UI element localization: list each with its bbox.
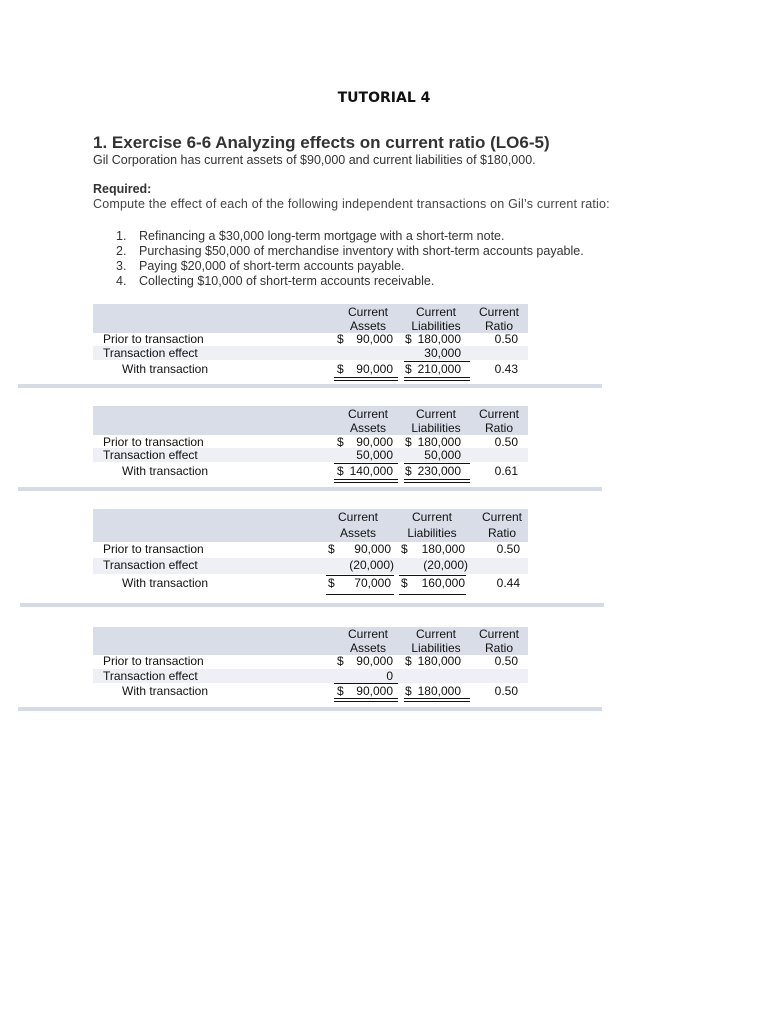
liabilities-value: 160,000	[421, 576, 465, 590]
page-title: TUTORIAL 4	[337, 90, 431, 106]
list-item-number: 2.	[116, 244, 127, 258]
assets-dollar: $	[328, 542, 335, 556]
liabilities-value: 230,000	[417, 464, 461, 478]
row-label-with: With transaction	[122, 684, 209, 698]
total-rule	[334, 698, 398, 702]
row-label-prior: Prior to transaction	[103, 542, 204, 556]
assets-value: (20,000)	[349, 558, 394, 572]
ratio-header: Current Ratio	[478, 305, 519, 333]
total-rule	[399, 594, 466, 595]
liabilities-header: Current Liabilities	[411, 305, 461, 333]
liabilities-value: (20,000)	[423, 558, 468, 572]
table-separator	[18, 384, 602, 388]
liabilities-dollar: $	[405, 654, 412, 668]
liabilities-dollar: $	[401, 542, 408, 556]
assets-header: Current Assets	[347, 407, 388, 435]
assets-value: 70,000	[354, 576, 391, 590]
liabilities-value: 180,000	[421, 542, 465, 556]
liabilities-dollar: $	[401, 576, 408, 590]
liabilities-value: 180,000	[417, 435, 461, 449]
assets-dollar: $	[328, 576, 335, 590]
list-item-text: Refinancing a $30,000 long-term mortgage with a short-term note.	[139, 229, 505, 243]
table-separator	[20, 603, 604, 607]
row-label-with: With transaction	[122, 362, 209, 376]
required-text: Compute the effect of each of the following independent transactions on Gil’s current ratio:	[93, 197, 610, 211]
ratio-value: 0.43	[494, 362, 518, 376]
liabilities-dollar: $	[405, 362, 412, 376]
list-item-number: 1.	[116, 229, 127, 243]
total-rule	[334, 377, 398, 381]
required-label: Required:	[93, 182, 152, 196]
assets-header: Current Assets	[337, 510, 378, 540]
liabilities-header: Current Liabilities	[407, 510, 457, 540]
liabilities-value: 180,000	[417, 684, 461, 698]
exercise-intro: Gil Corporation has current assets of $90,000 and current liabilities of $180,000.	[93, 153, 536, 167]
list-item	[116, 229, 584, 244]
list-item-text: Paying $20,000 of short-term accounts payable.	[139, 259, 405, 273]
assets-value: 90,000	[356, 332, 393, 346]
assets-header: Current Assets	[347, 627, 388, 655]
list-item-text: Purchasing $50,000 of merchandise inventory with short-term accounts payable.	[139, 244, 584, 258]
assets-value: 90,000	[356, 654, 393, 668]
list-item	[116, 274, 584, 289]
list-item-number: 4.	[116, 274, 127, 288]
total-rule	[404, 698, 470, 702]
row-label-prior: Prior to transaction	[103, 332, 204, 346]
total-rule	[404, 479, 470, 483]
list-item	[116, 244, 584, 259]
row-label-prior: Prior to transaction	[103, 654, 204, 668]
assets-dollar: $	[337, 362, 344, 376]
assets-value: 0	[386, 669, 393, 683]
table-separator	[18, 487, 602, 491]
liabilities-value: 180,000	[417, 332, 461, 346]
assets-dollar: $	[337, 464, 344, 478]
assets-value: 50,000	[356, 448, 393, 462]
ratio-header: Current Ratio	[478, 627, 519, 655]
ratio-value: 0.50	[494, 654, 518, 668]
assets-value: 90,000	[356, 362, 393, 376]
row-label-with: With transaction	[122, 576, 209, 590]
assets-header: Current Assets	[347, 305, 388, 333]
liabilities-value: 180,000	[417, 654, 461, 668]
liabilities-value: 50,000	[424, 448, 461, 462]
assets-dollar: $	[337, 332, 344, 346]
row-label-with: With transaction	[122, 464, 209, 478]
assets-dollar: $	[337, 435, 344, 449]
liabilities-dollar: $	[405, 332, 412, 346]
total-rule	[326, 594, 394, 595]
ratio-value: 0.50	[494, 332, 518, 346]
list-item-number: 3.	[116, 259, 127, 273]
row-label-effect: Transaction effect	[103, 346, 198, 360]
ratio-value: 0.50	[496, 542, 520, 556]
liabilities-dollar: $	[405, 684, 412, 698]
assets-value: 90,000	[356, 435, 393, 449]
row-label-prior: Prior to transaction	[103, 435, 204, 449]
ratio-value: 0.50	[494, 684, 518, 698]
assets-value: 90,000	[354, 542, 391, 556]
ratio-value: 0.44	[496, 576, 520, 590]
ratio-value: 0.61	[494, 464, 518, 478]
total-rule	[334, 479, 398, 483]
total-rule	[404, 377, 470, 381]
row-label-effect: Transaction effect	[103, 558, 198, 572]
liabilities-header: Current Liabilities	[411, 627, 461, 655]
row-label-effect: Transaction effect	[103, 669, 198, 683]
ratio-header: Current Ratio	[478, 407, 519, 435]
assets-value: 90,000	[356, 684, 393, 698]
transaction-list	[116, 229, 584, 289]
liabilities-dollar: $	[405, 435, 412, 449]
assets-value: 140,000	[349, 464, 393, 478]
liabilities-header: Current Liabilities	[411, 407, 461, 435]
liabilities-dollar: $	[405, 464, 412, 478]
assets-dollar: $	[337, 684, 344, 698]
list-item	[116, 259, 584, 274]
assets-dollar: $	[337, 654, 344, 668]
exercise-heading: 1. Exercise 6-6 Analyzing effects on current ratio (LO6-5)	[93, 133, 550, 152]
list-item-text: Collecting $10,000 of short-term accounts receivable.	[139, 274, 435, 288]
liabilities-value: 210,000	[417, 362, 461, 376]
ratio-value: 0.50	[494, 435, 518, 449]
liabilities-value: 30,000	[424, 346, 461, 360]
ratio-header: Current Ratio	[481, 510, 522, 540]
row-label-effect: Transaction effect	[103, 448, 198, 462]
table-separator	[18, 707, 602, 711]
